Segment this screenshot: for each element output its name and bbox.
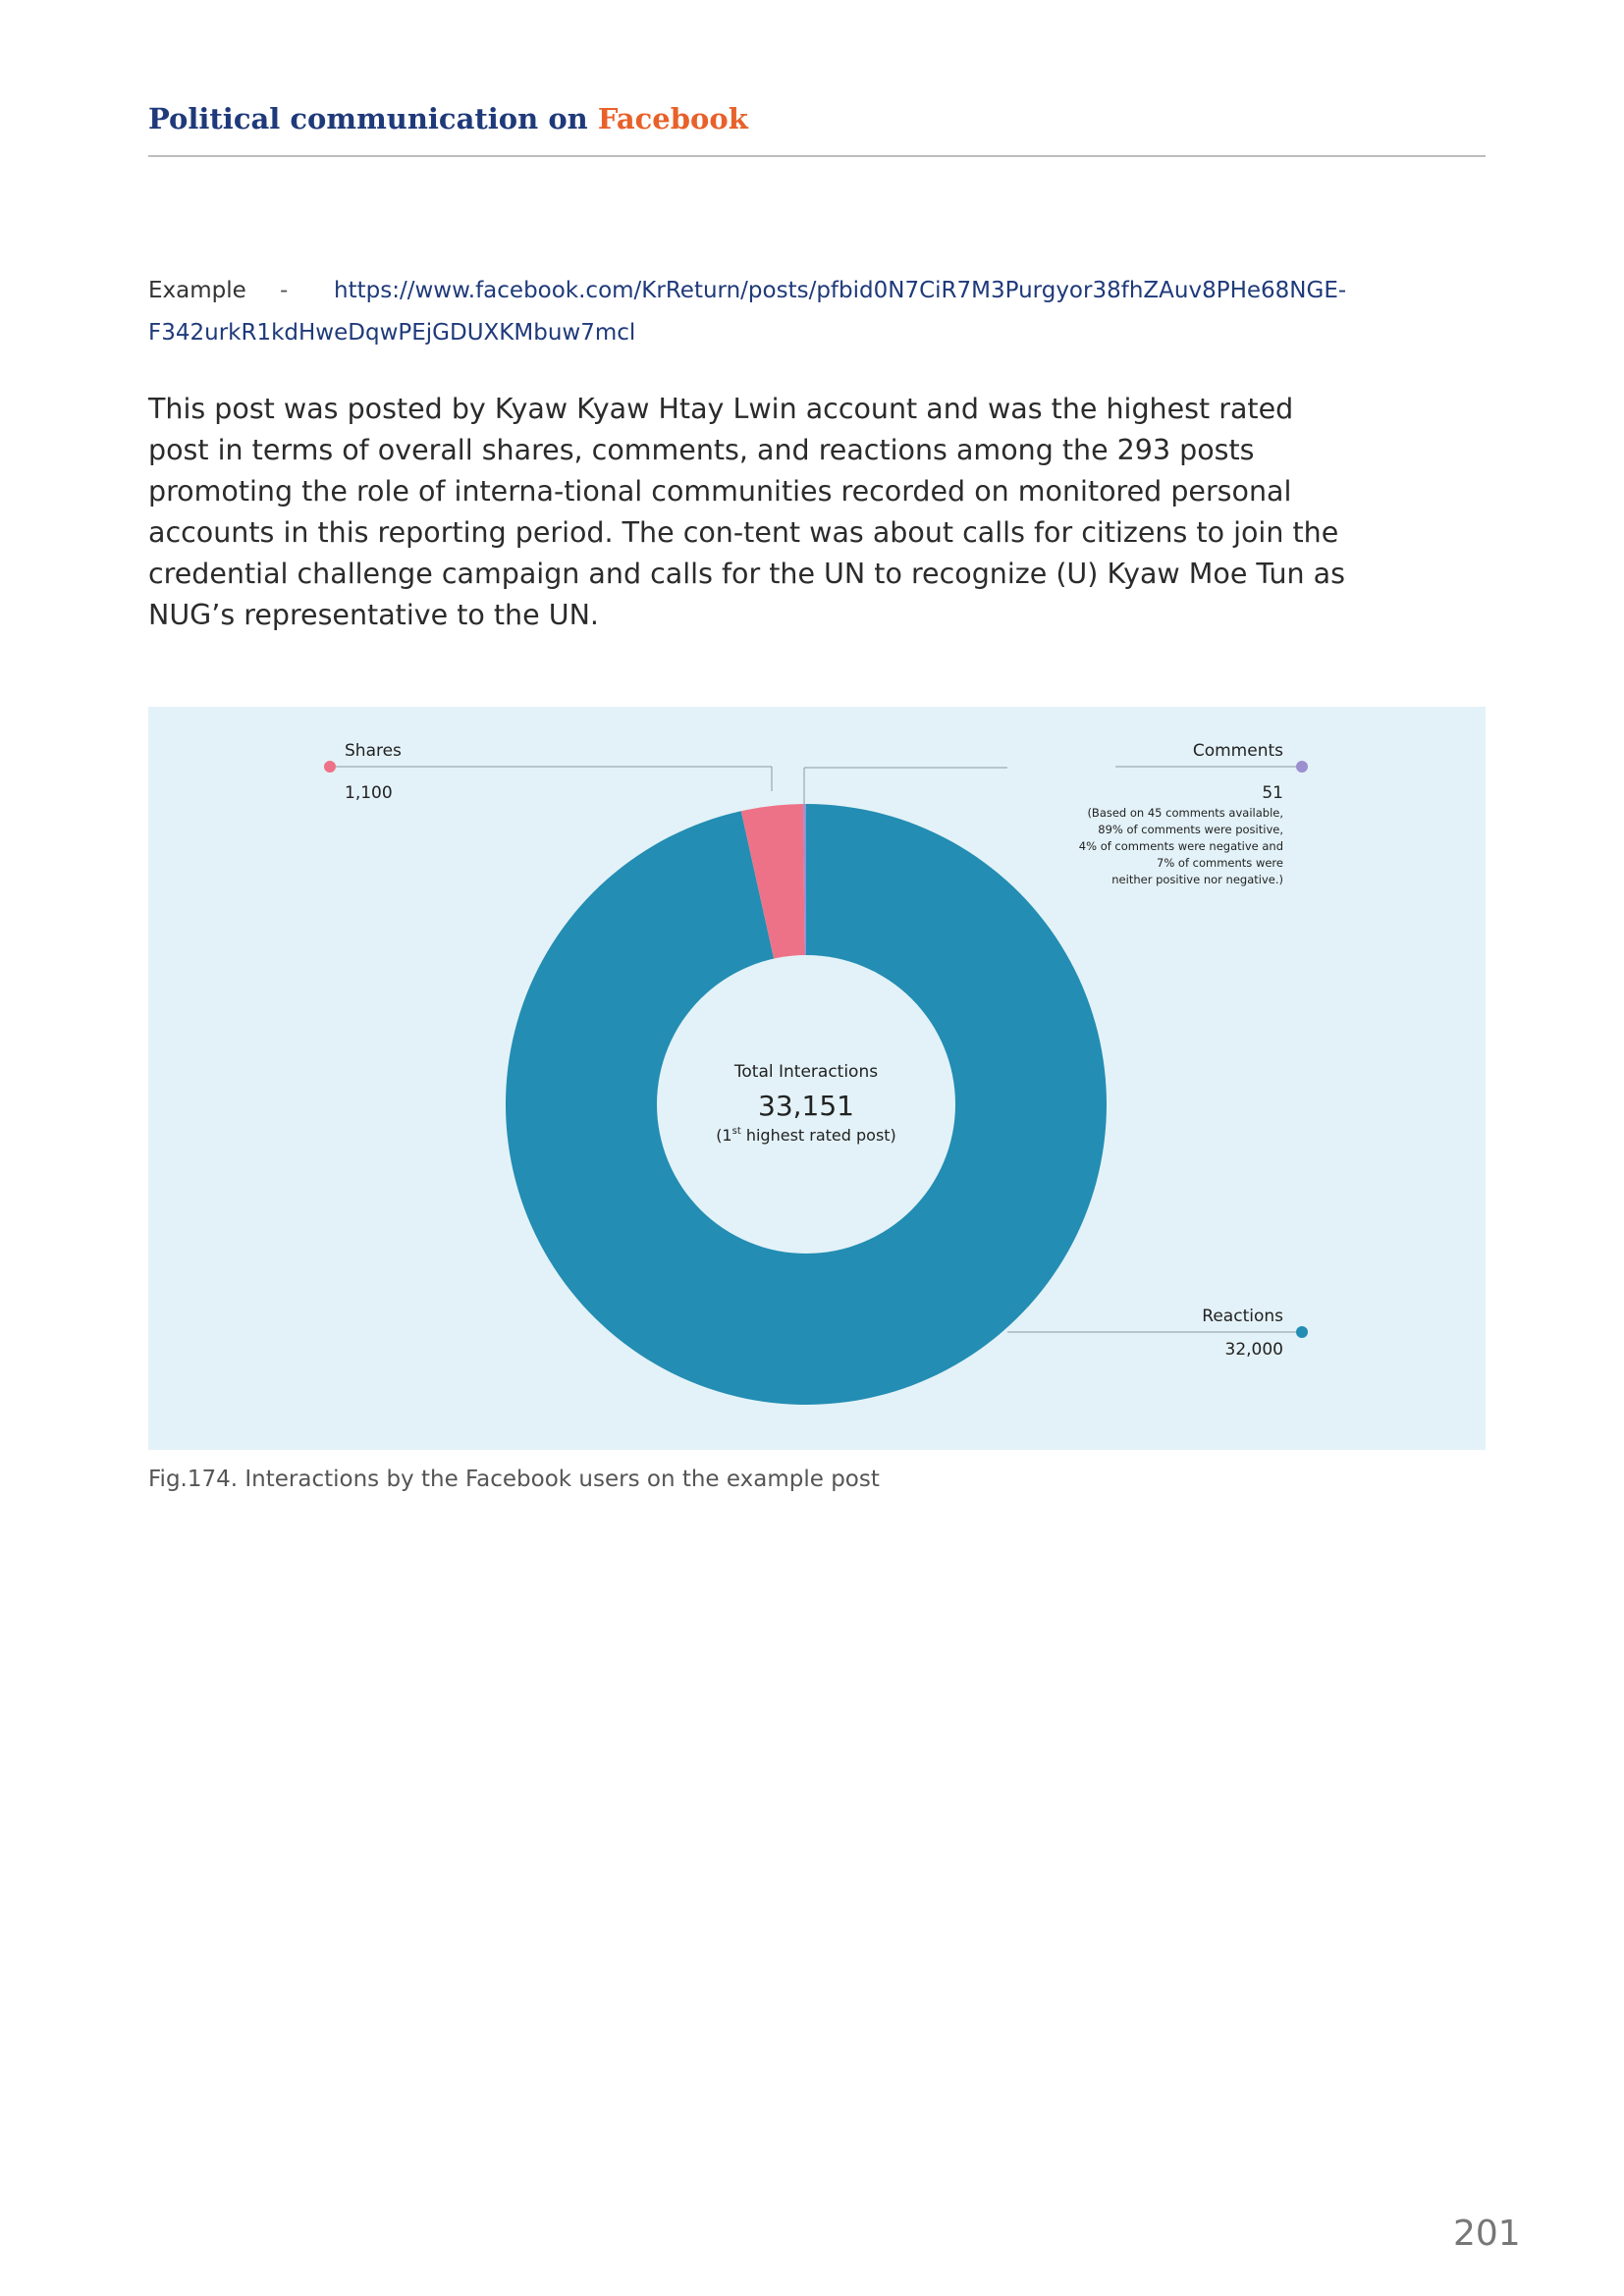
reactions-value: 32,000 <box>1224 1340 1283 1360</box>
comments-note-line-1: (Based on 45 comments available, <box>1087 806 1283 820</box>
center-note <box>716 1126 896 1145</box>
reactions-label: Reactions <box>1202 1307 1283 1326</box>
comments-value: 51 <box>1262 783 1283 803</box>
example-label: Example <box>148 278 246 303</box>
center-note-suffix: highest rated post) <box>740 1126 896 1145</box>
example-link[interactable]: https://www.facebook.com/KrReturn/posts/pfbid0N7CiR7M3Purgyor38fhZAuv8PHe68NGE-F342urkR1kdHweDqwPEjGDUXKMbuw7mcl <box>148 278 1347 346</box>
page-number: 201 <box>1453 2214 1521 2254</box>
shares-marker <box>324 761 336 773</box>
comments-note-line-5: neither positive nor negative.) <box>1111 873 1283 886</box>
comments-label: Comments <box>1192 741 1283 761</box>
center-label: Total Interactions <box>733 1062 879 1082</box>
figure-caption: Fig.174. Interactions by the Facebook users on the example post <box>148 1467 880 1492</box>
shares-value: 1,100 <box>345 783 393 803</box>
body-paragraph: This post was posted by Kyaw Kyaw Htay Lwin account and was the highest rated post in terms of overall shares, comments, and reactions among the 293 posts promoting the role of interna-tional communities recorded on monitored personal accounts in this reporting period. The con-tent was about calls for citizens to join the credential challenge campaign and calls for the UN to recognize (U) Kyaw Moe Tun as NUG’s representative to the UN. <box>148 393 1345 631</box>
donut-chart <box>148 707 1486 1450</box>
comments-note-line-2: 89% of comments were positive, <box>1098 823 1283 836</box>
center-note-sup: st <box>731 1126 741 1137</box>
example-dash: - <box>280 278 289 303</box>
shares-label: Shares <box>345 741 402 761</box>
center-note-prefix: (1 <box>716 1126 732 1145</box>
page-header-title <box>148 102 748 135</box>
donut-chart-panel <box>148 707 1486 1450</box>
comments-marker <box>1296 761 1308 773</box>
comments-note-line-3: 4% of comments were negative and <box>1078 839 1283 853</box>
header-title-accent: Facebook <box>597 102 748 135</box>
header-title-text: Political communication on <box>148 102 598 135</box>
example-reference <box>148 270 1356 354</box>
center-value: 33,151 <box>758 1090 854 1122</box>
header-divider <box>148 155 1486 157</box>
comments-note-line-4: 7% of comments were <box>1157 856 1283 870</box>
reactions-marker <box>1296 1326 1308 1338</box>
